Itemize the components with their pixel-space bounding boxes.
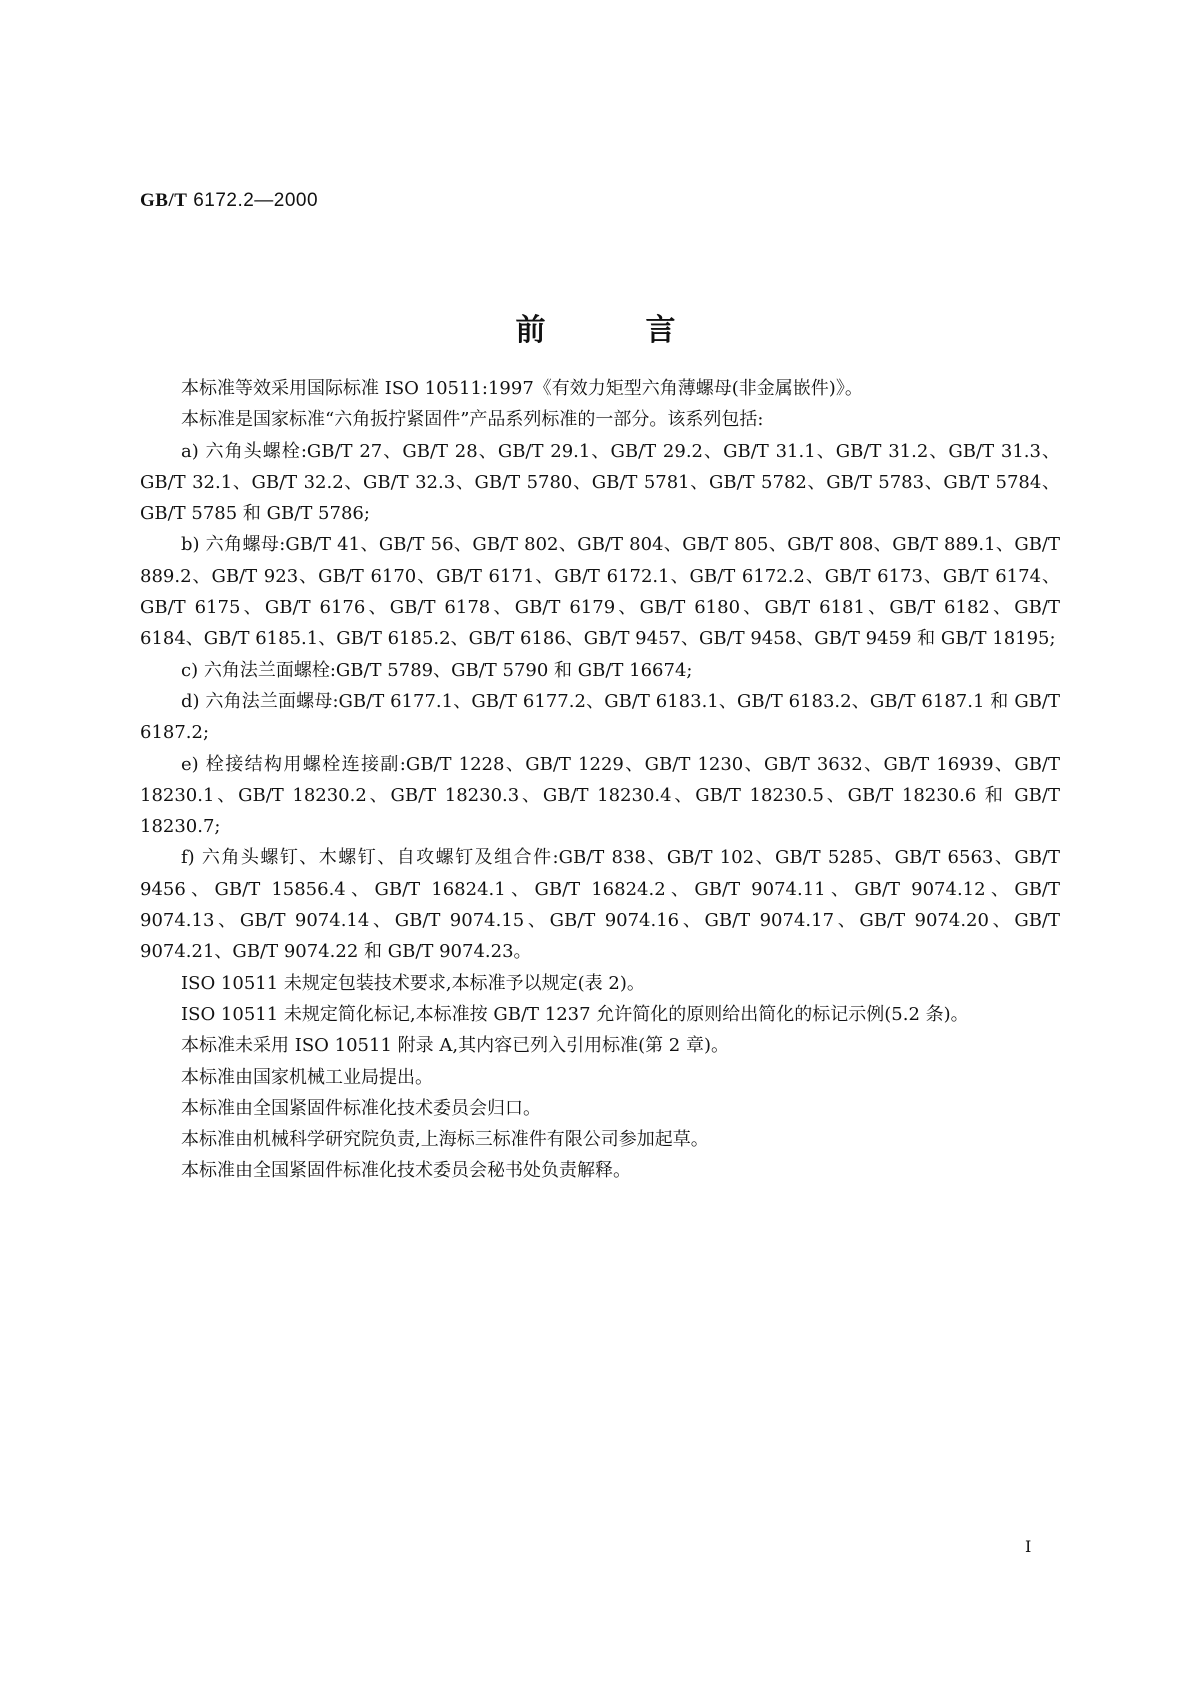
paragraph-packaging: ISO 10511 未规定包装技术要求,本标准予以规定(表 2)。 [181, 972, 645, 994]
section-title: 前言 [515, 313, 776, 348]
foreword-body [140, 373, 1060, 1187]
page-number: I [1025, 1537, 1032, 1556]
list-item-d-flange-nuts: d) 六角法兰面螺母:GB/T 6177.1、GB/T 6177.2、GB/T 6183.1、GB/T 6183.2、GB/T 6187.1 和 GB/T 6187.2; [140, 690, 1060, 744]
paragraph-designation: ISO 10511 未规定简化标记,本标准按 GB/T 1237 允许简化的原则给出简化的标记示例(5.2 条)。 [181, 1003, 969, 1025]
list-item-b-hex-nuts: b) 六角螺母:GB/T 41、GB/T 56、GB/T 802、GB/T 804、GB/T 805、GB/T 808、GB/T 889.1、GB/T 889.2、GB/T 923、GB/T 6170、GB/T 6171、GB/T 6172.1、GB/T 6172.2、GB/T 6173、GB/T 6174、GB/T 6175、GB/T 6176、GB/T 6178、GB/T 6179、GB/T 6180、GB/T 6181、GB/T 6182、GB/T 6184、GB/T 6185.1、GB/T 6185.2、GB/T 6186、GB/T 9457、GB/T 9458、GB/T 9459 和 GB/T 18195; [140, 534, 1060, 650]
standard-code [140, 190, 318, 212]
paragraph-annex: 本标准未采用 ISO 10511 附录 A,其内容已列入引用标准(第 2 章)。 [181, 1035, 730, 1057]
paragraph-series-intro: 本标准是国家标准“六角扳拧紧固件”产品系列标准的一部分。该系列包括: [181, 409, 764, 431]
list-item-c-flange-bolts: c) 六角法兰面螺栓:GB/T 5789、GB/T 5790 和 GB/T 16674; [181, 659, 693, 681]
list-item-f-screws: f) 六角头螺钉、木螺钉、自攻螺钉及组合件:GB/T 838、GB/T 102、GB/T 5285、GB/T 6563、GB/T 9456、GB/T 15856.4、GB/T 16824.1、GB/T 16824.2、GB/T 9074.11、GB/T 9074.12、GB/T 9074.13、GB/T 9074.14、GB/T 9074.15、GB/T 9074.16、GB/T 9074.17、GB/T 9074.20、GB/T 9074.21、GB/T 9074.22 和 GB/T 9074.23。 [140, 847, 1060, 963]
paragraph-drafted-by: 本标准由机械科学研究院负责,上海标三标准件有限公司参加起草。 [181, 1129, 709, 1151]
paragraph-responsible-committee: 本标准由全国紧固件标准化技术委员会归口。 [181, 1097, 541, 1119]
standard-number: 6172.2—2000 [193, 190, 319, 211]
paragraph-interpretation: 本标准由全国紧固件标准化技术委员会秘书处负责解释。 [181, 1160, 631, 1182]
paragraph-proposed-by: 本标准由国家机械工业局提出。 [181, 1066, 433, 1088]
list-item-a-hex-bolts: a) 六角头螺栓:GB/T 27、GB/T 28、GB/T 29.1、GB/T 29.2、GB/T 31.1、GB/T 31.2、GB/T 31.3、GB/T 32.1、GB/T 32.2、GB/T 32.3、GB/T 5780、GB/T 5781、GB/T 5782、GB/T 5783、GB/T 5784、GB/T 5785 和 GB/T 5786; [140, 440, 1060, 525]
list-item-e-bolt-assemblies: e) 栓接结构用螺栓连接副:GB/T 1228、GB/T 1229、GB/T 1230、GB/T 3632、GB/T 16939、GB/T 18230.1、GB/T 18230.2、GB/T 18230.3、GB/T 18230.4、GB/T 18230.5、GB/T 18230.6 和 GB/T 18230.7; [140, 753, 1060, 838]
paragraph-iso-equivalence: 本标准等效采用国际标准 ISO 10511:1997《有效力矩型六角薄螺母(非金属嵌件)》。 [181, 378, 863, 399]
standard-prefix: GB/T [140, 190, 188, 211]
